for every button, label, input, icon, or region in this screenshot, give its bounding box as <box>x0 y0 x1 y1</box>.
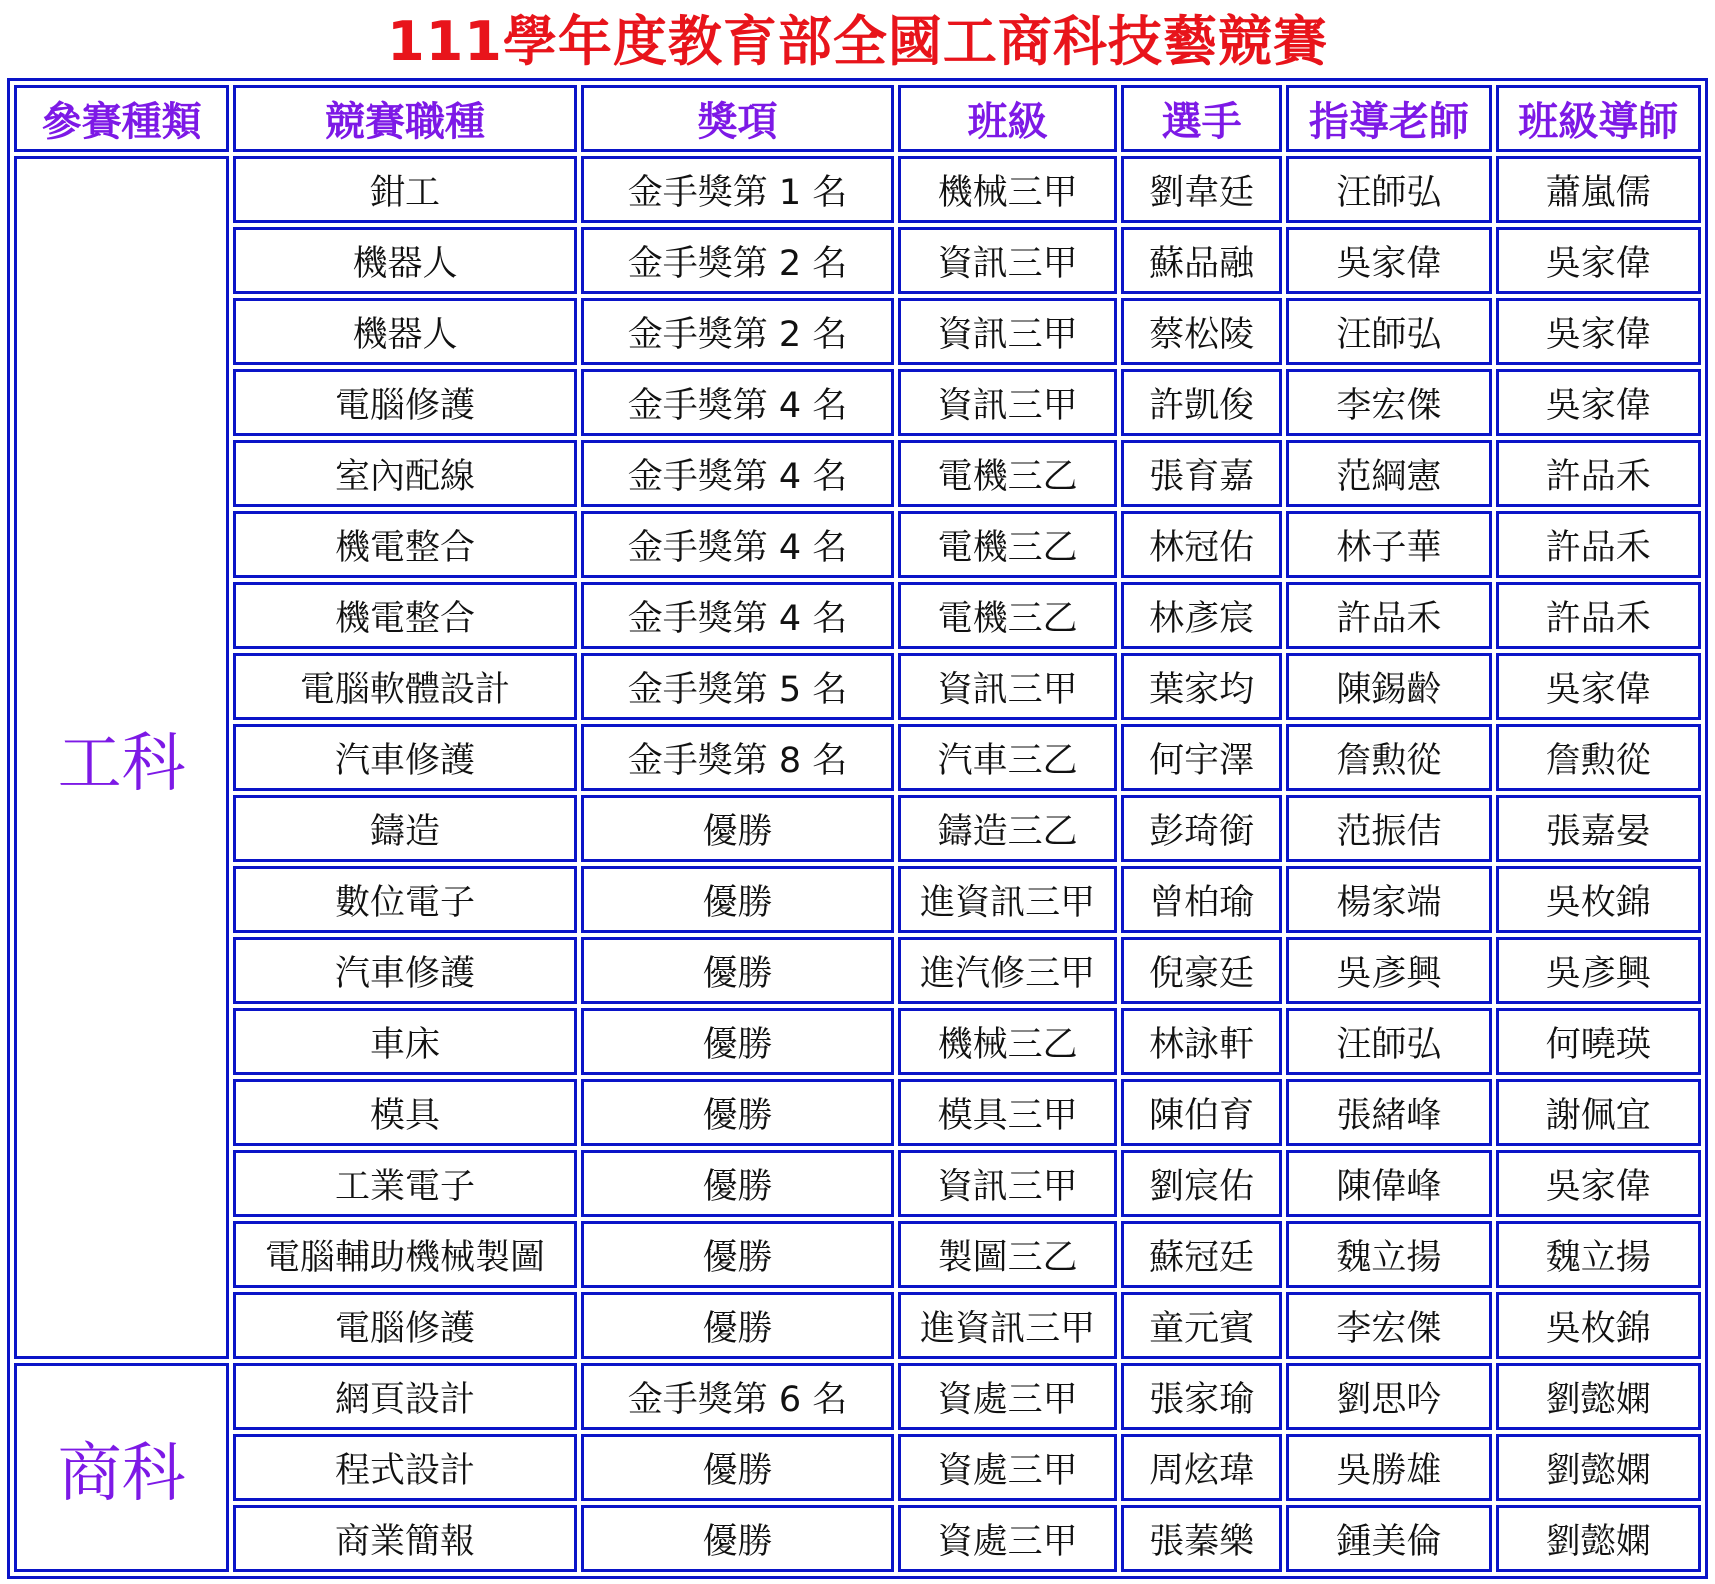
homeroom-teacher-cell: 吳彥興 <box>1496 937 1701 1004</box>
instructor-cell: 劉思吟 <box>1286 1363 1491 1430</box>
event-cell: 電腦軟體設計 <box>233 653 576 720</box>
class-cell: 電機三乙 <box>898 511 1117 578</box>
class-cell: 資訊三甲 <box>898 227 1117 294</box>
instructor-cell: 范振佶 <box>1286 795 1491 862</box>
event-cell: 機器人 <box>233 298 576 365</box>
instructor-cell: 張緒峰 <box>1286 1079 1491 1146</box>
award-cell: 優勝 <box>581 1150 895 1217</box>
homeroom-teacher-cell: 吳家偉 <box>1496 1150 1701 1217</box>
table-row <box>14 1434 1701 1501</box>
class-cell: 進資訊三甲 <box>898 866 1117 933</box>
instructor-cell: 詹勲從 <box>1286 724 1491 791</box>
instructor-cell: 李宏傑 <box>1286 1292 1491 1359</box>
award-cell: 金手獎第 4 名 <box>581 369 895 436</box>
header-homeroom-teacher: 班級導師 <box>1496 85 1701 152</box>
homeroom-teacher-cell: 何曉瑛 <box>1496 1008 1701 1075</box>
instructor-cell: 楊家端 <box>1286 866 1491 933</box>
student-cell: 張蓁樂 <box>1121 1505 1282 1572</box>
student-cell: 張家瑜 <box>1121 1363 1282 1430</box>
table-row <box>14 440 1701 507</box>
instructor-cell: 汪師弘 <box>1286 1008 1491 1075</box>
category-cell: 工科 <box>14 156 229 1359</box>
student-cell: 劉宸佑 <box>1121 1150 1282 1217</box>
event-cell: 汽車修護 <box>233 937 576 1004</box>
award-cell: 優勝 <box>581 937 895 1004</box>
instructor-cell: 魏立揚 <box>1286 1221 1491 1288</box>
table-body <box>14 156 1701 1572</box>
table-row <box>14 1008 1701 1075</box>
homeroom-teacher-cell: 張嘉晏 <box>1496 795 1701 862</box>
award-cell: 金手獎第 2 名 <box>581 298 895 365</box>
award-cell: 金手獎第 4 名 <box>581 582 895 649</box>
event-cell: 汽車修護 <box>233 724 576 791</box>
table-row <box>14 795 1701 862</box>
class-cell: 機械三乙 <box>898 1008 1117 1075</box>
class-cell: 資處三甲 <box>898 1505 1117 1572</box>
homeroom-teacher-cell: 劉懿嫻 <box>1496 1363 1701 1430</box>
event-cell: 數位電子 <box>233 866 576 933</box>
student-cell: 林彥宸 <box>1121 582 1282 649</box>
student-cell: 蘇冠廷 <box>1121 1221 1282 1288</box>
homeroom-teacher-cell: 吳家偉 <box>1496 227 1701 294</box>
class-cell: 資訊三甲 <box>898 653 1117 720</box>
class-cell: 資訊三甲 <box>898 1150 1117 1217</box>
page-title: 111學年度教育部全國工商科技藝競賽 <box>387 10 1328 73</box>
event-cell: 電腦修護 <box>233 1292 576 1359</box>
event-cell: 機電整合 <box>233 582 576 649</box>
table-row <box>14 866 1701 933</box>
header-event: 競賽職種 <box>233 85 576 152</box>
student-cell: 童元賓 <box>1121 1292 1282 1359</box>
homeroom-teacher-cell: 許品禾 <box>1496 440 1701 507</box>
event-cell: 車床 <box>233 1008 576 1075</box>
homeroom-teacher-cell: 魏立揚 <box>1496 1221 1701 1288</box>
event-cell: 程式設計 <box>233 1434 576 1501</box>
header-class: 班級 <box>898 85 1117 152</box>
instructor-cell: 陳偉峰 <box>1286 1150 1491 1217</box>
award-cell: 金手獎第 8 名 <box>581 724 895 791</box>
student-cell: 蔡松陵 <box>1121 298 1282 365</box>
class-cell: 資處三甲 <box>898 1434 1117 1501</box>
student-cell: 許凱俊 <box>1121 369 1282 436</box>
award-cell: 優勝 <box>581 1008 895 1075</box>
class-cell: 資訊三甲 <box>898 369 1117 436</box>
class-cell: 模具三甲 <box>898 1079 1117 1146</box>
event-cell: 機器人 <box>233 227 576 294</box>
event-cell: 室內配線 <box>233 440 576 507</box>
award-cell: 優勝 <box>581 866 895 933</box>
header-category: 參賽種類 <box>14 85 229 152</box>
table-row <box>14 1079 1701 1146</box>
table-row <box>14 937 1701 1004</box>
header-row <box>14 85 1701 152</box>
table-row <box>14 227 1701 294</box>
instructor-cell: 吳家偉 <box>1286 227 1491 294</box>
homeroom-teacher-cell: 許品禾 <box>1496 582 1701 649</box>
event-cell: 電腦修護 <box>233 369 576 436</box>
instructor-cell: 陳錫齡 <box>1286 653 1491 720</box>
homeroom-teacher-cell: 蕭嵐儒 <box>1496 156 1701 223</box>
award-cell: 金手獎第 1 名 <box>581 156 895 223</box>
table-row <box>14 298 1701 365</box>
table-row <box>14 1505 1701 1572</box>
class-cell: 鑄造三乙 <box>898 795 1117 862</box>
category-cell: 商科 <box>14 1363 229 1572</box>
class-cell: 機械三甲 <box>898 156 1117 223</box>
student-cell: 周炫瑋 <box>1121 1434 1282 1501</box>
instructor-cell: 汪師弘 <box>1286 156 1491 223</box>
student-cell: 陳伯育 <box>1121 1079 1282 1146</box>
class-cell: 資處三甲 <box>898 1363 1117 1430</box>
results-table <box>7 78 1708 1579</box>
header-student: 選手 <box>1121 85 1282 152</box>
event-cell: 網頁設計 <box>233 1363 576 1430</box>
student-cell: 彭琦銜 <box>1121 795 1282 862</box>
student-cell: 林詠軒 <box>1121 1008 1282 1075</box>
event-cell: 商業簡報 <box>233 1505 576 1572</box>
event-cell: 工業電子 <box>233 1150 576 1217</box>
student-cell: 張育嘉 <box>1121 440 1282 507</box>
award-cell: 優勝 <box>581 795 895 862</box>
table-row <box>14 369 1701 436</box>
instructor-cell: 范綱憲 <box>1286 440 1491 507</box>
event-cell: 鑄造 <box>233 795 576 862</box>
instructor-cell: 汪師弘 <box>1286 298 1491 365</box>
header-award: 獎項 <box>581 85 895 152</box>
award-cell: 優勝 <box>581 1292 895 1359</box>
class-cell: 汽車三乙 <box>898 724 1117 791</box>
table-row <box>14 1363 1701 1430</box>
class-cell: 進資訊三甲 <box>898 1292 1117 1359</box>
award-cell: 優勝 <box>581 1434 895 1501</box>
student-cell: 蘇品融 <box>1121 227 1282 294</box>
award-cell: 金手獎第 4 名 <box>581 511 895 578</box>
event-cell: 鉗工 <box>233 156 576 223</box>
instructor-cell: 鍾美倫 <box>1286 1505 1491 1572</box>
student-cell: 曾柏瑜 <box>1121 866 1282 933</box>
instructor-cell: 吳勝雄 <box>1286 1434 1491 1501</box>
event-cell: 機電整合 <box>233 511 576 578</box>
table-row <box>14 1221 1701 1288</box>
table-row <box>14 1292 1701 1359</box>
instructor-cell: 李宏傑 <box>1286 369 1491 436</box>
homeroom-teacher-cell: 謝佩宜 <box>1496 1079 1701 1146</box>
table-row <box>14 1150 1701 1217</box>
student-cell: 林冠佑 <box>1121 511 1282 578</box>
homeroom-teacher-cell: 吳枚錦 <box>1496 1292 1701 1359</box>
homeroom-teacher-cell: 吳枚錦 <box>1496 866 1701 933</box>
student-cell: 何宇澤 <box>1121 724 1282 791</box>
table-row <box>14 724 1701 791</box>
student-cell: 葉家均 <box>1121 653 1282 720</box>
class-cell: 資訊三甲 <box>898 298 1117 365</box>
homeroom-teacher-cell: 詹勲從 <box>1496 724 1701 791</box>
class-cell: 進汽修三甲 <box>898 937 1117 1004</box>
header-instructor: 指導老師 <box>1286 85 1491 152</box>
table-row <box>14 653 1701 720</box>
class-cell: 製圖三乙 <box>898 1221 1117 1288</box>
award-cell: 金手獎第 5 名 <box>581 653 895 720</box>
homeroom-teacher-cell: 許品禾 <box>1496 511 1701 578</box>
instructor-cell: 林子華 <box>1286 511 1491 578</box>
class-cell: 電機三乙 <box>898 582 1117 649</box>
student-cell: 倪豪廷 <box>1121 937 1282 1004</box>
homeroom-teacher-cell: 吳家偉 <box>1496 298 1701 365</box>
table-row <box>14 511 1701 578</box>
award-cell: 優勝 <box>581 1505 895 1572</box>
event-cell: 模具 <box>233 1079 576 1146</box>
homeroom-teacher-cell: 吳家偉 <box>1496 369 1701 436</box>
table-row <box>14 582 1701 649</box>
award-cell: 金手獎第 4 名 <box>581 440 895 507</box>
instructor-cell: 許品禾 <box>1286 582 1491 649</box>
event-cell: 電腦輔助機械製圖 <box>233 1221 576 1288</box>
student-cell: 劉韋廷 <box>1121 156 1282 223</box>
award-cell: 金手獎第 6 名 <box>581 1363 895 1430</box>
class-cell: 電機三乙 <box>898 440 1117 507</box>
award-cell: 優勝 <box>581 1221 895 1288</box>
award-cell: 金手獎第 2 名 <box>581 227 895 294</box>
table-row <box>14 156 1701 223</box>
homeroom-teacher-cell: 劉懿嫻 <box>1496 1505 1701 1572</box>
instructor-cell: 吳彥興 <box>1286 937 1491 1004</box>
award-cell: 優勝 <box>581 1079 895 1146</box>
homeroom-teacher-cell: 吳家偉 <box>1496 653 1701 720</box>
homeroom-teacher-cell: 劉懿嫻 <box>1496 1434 1701 1501</box>
